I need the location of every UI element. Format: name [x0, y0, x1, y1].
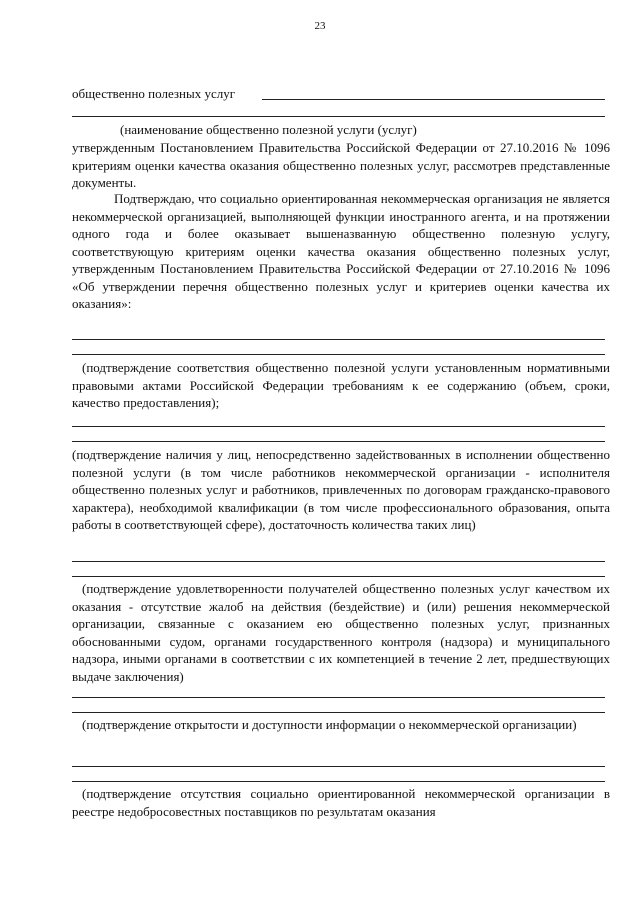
intro-label: общественно полезных услуг [72, 86, 236, 101]
caption-qualification: (подтверждение наличия у лиц, непосредственно задействованных в исполнении общественно полезной услуги (в том числе работников некоммерческой организации - исполнителя общественно полезных услуг и работников, привлеченных по договорам гражданско-правового характера), необходимой квалификации (в том числе профессионального образования, опыта работы в соответствующей сфере), достаточность количества таких лиц) [72, 447, 610, 532]
satisfaction-field-line-2[interactable] [72, 576, 605, 577]
qualification-field-line-2[interactable] [72, 441, 605, 442]
qualification-field-line[interactable] [72, 426, 605, 427]
caption-registry: (подтверждение отсутствия социально ориентированной некоммерческой организации в реестре недобросовестных поставщиков по результатам оказания [72, 786, 610, 819]
compliance-field-line[interactable] [72, 339, 605, 340]
registry-field-line-2[interactable] [72, 781, 605, 782]
paragraph-criteria: утвержденным Постановлением Правительства Российской Федерации от 27.10.2016 № 1096 критериям оценки качества оказания общественно полезных услуг, рассмотрев представленные документы. [72, 140, 610, 190]
registry-field-line[interactable] [72, 766, 605, 767]
openness-field-line[interactable] [72, 697, 605, 698]
caption-compliance: (подтверждение соответствия общественно полезной услуги установленным нормативными правовыми актами Российской Федерации требованиям к ее содержанию (объем, сроки, качество предоставления); [72, 360, 610, 410]
caption-satisfaction: (подтверждение удовлетворенности получателей общественно полезных услуг качеством их оказания - отсутствие жалоб на действия (бездействие) и (или) решения некоммерческой организации, связанные с оказанием ею общественно полезных услуг, признанных обоснованными судом, органами государственного контроля (надзора) и муниципального надзора, иными органами в соответствии с их компетенцией в течение 2 лет, предшествующих выдаче заключения) [72, 581, 610, 684]
paragraph-confirmation: Подтверждаю, что социально ориентированная некоммерческая организация не является некоммерческой организацией, выполняющей функции иностранного агента, и на протяжении одного года и более оказывает вышеназванную общественно полезную услугу, соответствующую критериям оценки качества оказания общественно полезных услуг, утвержденным Постановлением Правительства Российской Федерации от 27.10.2016 № 1096 «Об утверждении перечня общественно полезных услуг и критериев оценки качества их оказания»: [72, 191, 610, 311]
service-name-field-line-2[interactable] [72, 116, 605, 117]
service-name-field-line[interactable] [262, 99, 605, 100]
caption-service-name: (наименование общественно полезной услуги (услуг) [120, 122, 417, 137]
page-number: 23 [314, 20, 326, 32]
caption-openness: (подтверждение открытости и доступности информации о некоммерческой организации) [82, 717, 577, 732]
compliance-field-line-2[interactable] [72, 354, 605, 355]
openness-field-line-2[interactable] [72, 712, 605, 713]
satisfaction-field-line[interactable] [72, 561, 605, 562]
